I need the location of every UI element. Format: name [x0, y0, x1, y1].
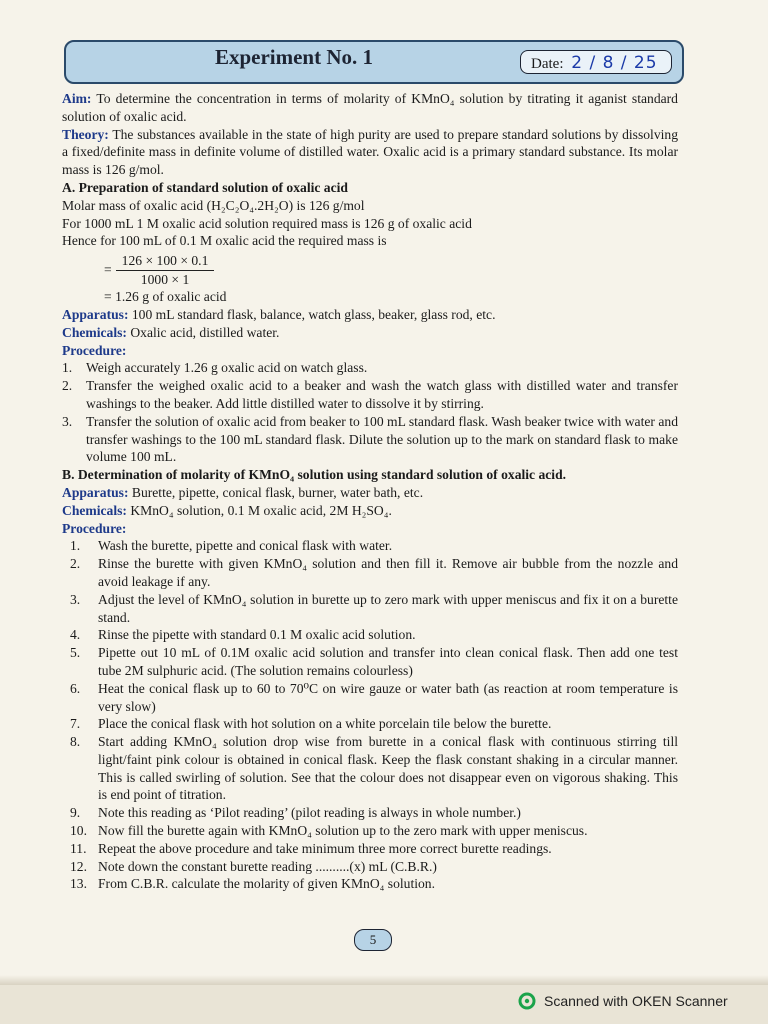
step-text: Wash the burette, pipette and conical flask with water. — [98, 538, 393, 554]
step-number: 4. — [70, 627, 81, 643]
step-text: Note this reading as ‘Pilot reading’ (pilot reading is always in whole number.) — [98, 805, 521, 821]
apparatus-text: Burette, pipette, conical flask, burner, water bath, etc. — [131, 484, 424, 500]
footer-text: Scanned with OKEN Scanner — [544, 993, 728, 1009]
section-a-line: Hence for 100 mL of 0.1 M oxalic acid the required mass is — [62, 233, 387, 249]
procedure-step — [62, 591, 678, 627]
apparatus-text: 100 mL standard flask, balance, watch glass, beaker, glass rod, etc. — [131, 306, 496, 322]
page-edge — [0, 975, 768, 985]
date-label: Date: — [531, 56, 564, 72]
step-number: 9. — [70, 805, 81, 821]
section-b-heading: B. Determination of molarity of KMnO₄ solution using standard solution of oxalic acid. — [62, 467, 567, 483]
step-number: 8. — [70, 734, 81, 750]
step-text: Now fill the burette again with KMnO₄ solution up to the zero mark with upper meniscus. — [98, 823, 588, 839]
procedure-step — [62, 626, 678, 644]
step-text: Transfer the weighed oxalic acid to a beaker and wash the watch glass with distilled water and transfer washings to the beaker. Add little distilled water to dissolve it by stirring. — [86, 378, 678, 411]
procedure-step — [62, 537, 678, 555]
step-number: 5. — [70, 645, 81, 661]
procedure-step — [62, 840, 678, 858]
step-text: Transfer the solution of oxalic acid from beaker to 100 mL standard flask. Wash beaker twice with water and transfer washings to the 100 mL standard flask. Dilute the solution up to the mark on standard flask to make volume 100 mL. — [86, 413, 678, 465]
procedure-step — [62, 822, 678, 840]
step-number: 12. — [70, 858, 87, 874]
page-title: Experiment No. 1 — [214, 45, 374, 69]
step-number: 3. — [62, 413, 73, 429]
section-a-line: For 1000 mL 1 M oxalic acid solution required mass is 126 g of oxalic acid — [62, 215, 472, 231]
fraction-denominator: 1000 × 1 — [140, 271, 190, 287]
document-content — [62, 90, 678, 893]
procedure-step — [62, 858, 678, 876]
apparatus-label: Apparatus: — [62, 306, 129, 322]
step-number: 2. — [62, 378, 73, 394]
theory-text: The substances available in the state of high purity are used to prepare standard solutions by dissolving a fixed/definite mass in definite volume of distilled water. Oxalic acid is a primary standard substance. Its molar mass is 126 g/mol. — [62, 126, 679, 178]
procedure-label: Procedure: — [62, 520, 127, 536]
oken-logo-icon — [518, 992, 536, 1010]
step-text: From C.B.R. calculate the molarity of given KMnO₄ solution. — [98, 876, 435, 892]
step-text: Pipette out 10 mL of 0.1M oxalic acid solution and transfer into clean conical flask. Then add one test tube 2M sulphuric acid. (The solution remains colourless) — [98, 645, 678, 678]
procedure-step — [62, 680, 678, 716]
step-text: Rinse the pipette with standard 0.1 M oxalic acid solution. — [98, 627, 416, 643]
fraction-numerator: 126 × 100 × 0.1 — [116, 252, 215, 271]
aim-label: Aim: — [62, 91, 92, 106]
procedure-step — [62, 733, 678, 804]
step-number: 7. — [70, 716, 81, 732]
step-number: 2. — [70, 556, 81, 572]
section-a-heading: A. Preparation of standard solution of oxalic acid — [62, 179, 348, 195]
section-b-apparatus — [62, 484, 678, 502]
step-number: 6. — [70, 680, 81, 696]
step-number: 10. — [70, 823, 87, 839]
mass-calculation — [104, 252, 678, 288]
theory-paragraph — [62, 126, 678, 179]
step-number: 11. — [70, 840, 87, 856]
chemicals-label: Chemicals: — [62, 502, 127, 518]
chemicals-text: KMnO₄ solution, 0.1 M oxalic acid, 2M H₂SO₄. — [130, 502, 392, 518]
step-text: Start adding KMnO₄ solution drop wise from burette in a conical flask with continuous stirring till light/faint pink colour is obtained in conical flask. Keep the flask constant shaking in a circular manner. This is called swirling of solution. See that the colour does not disappear even on vigorous shaking. This is end point of titration. — [98, 734, 678, 803]
step-text: Adjust the level of KMnO₄ solution in burette up to zero mark with upper meniscus and fix it on a burette stand. — [98, 591, 678, 625]
aim-paragraph — [62, 90, 678, 126]
scanner-footer — [518, 991, 728, 1011]
procedure-step — [62, 715, 678, 733]
equals-sign: = — [104, 262, 112, 278]
procedure-step — [62, 555, 678, 591]
step-text: Weigh accurately 1.26 g oxalic acid on watch glass. — [86, 360, 368, 376]
step-text: Place the conical flask with hot solution on a white porcelain tile below the burette. — [98, 716, 552, 732]
section-b-chemicals — [62, 502, 678, 520]
theory-label: Theory: — [62, 126, 109, 142]
procedure-step — [62, 644, 678, 680]
procedure-step — [62, 875, 678, 893]
step-number: 1. — [62, 360, 73, 376]
section-a-apparatus — [62, 306, 678, 324]
date-box — [520, 50, 672, 74]
procedure-step — [62, 377, 678, 413]
step-text: Heat the conical flask up to 60 to 70⁰C on wire gauze or water bath (as reaction at room temperature is very slow) — [98, 680, 678, 714]
procedure-step — [62, 804, 678, 822]
mass-result: = 1.26 g of oxalic acid — [104, 289, 227, 305]
procedure-step — [62, 413, 678, 466]
chemicals-label: Chemicals: — [62, 324, 127, 340]
step-text: Rinse the burette with given KMnO₄ solution and then fill it. Remove air bubble from the nozzle and avoid leakage if any. — [98, 556, 678, 589]
section-a-line: Molar mass of oxalic acid (H₂C₂O₄.2H₂O) is 126 g/mol — [62, 197, 365, 213]
step-text: Note down the constant burette reading ..........(x) mL (C.B.R.) — [98, 858, 437, 874]
procedure-list-a — [62, 359, 678, 466]
date-value: 2 / 8 / 25 — [571, 53, 658, 73]
aim-text: To determine the concentration in terms of molarity of KMnO₄ solution by titrating it aganist standard solution of oxalic acid. — [62, 91, 678, 124]
fraction — [116, 252, 215, 289]
procedure-step — [62, 359, 678, 377]
step-number: 3. — [70, 591, 81, 607]
step-number: 1. — [70, 538, 81, 554]
page-number: 5 — [354, 929, 392, 951]
section-a-chemicals — [62, 324, 678, 342]
procedure-label: Procedure: — [62, 342, 127, 358]
apparatus-label: Apparatus: — [62, 484, 129, 500]
step-number: 13. — [70, 876, 87, 892]
step-text: Repeat the above procedure and take minimum three more correct burette readings. — [98, 840, 552, 856]
chemicals-text: Oxalic acid, distilled water. — [130, 324, 280, 340]
procedure-list-b — [62, 537, 678, 893]
